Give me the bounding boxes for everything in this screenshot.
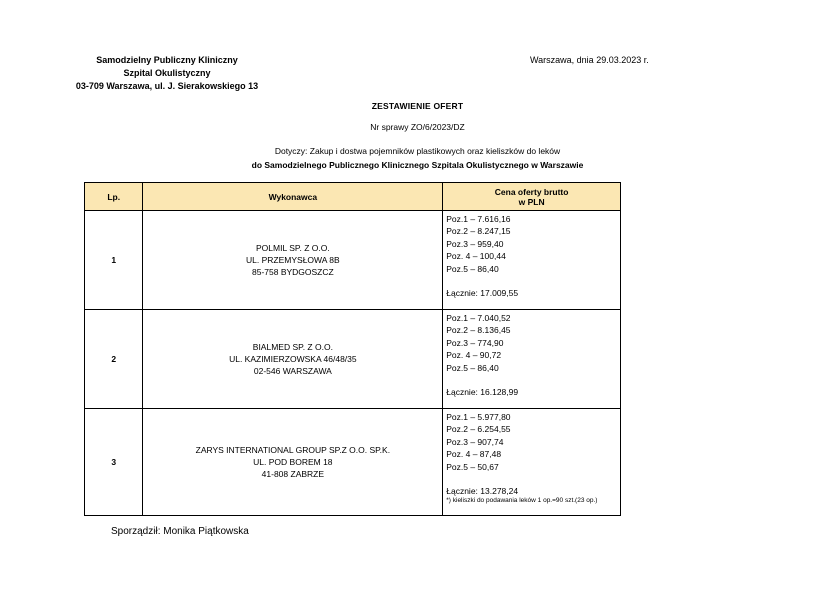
contractor-city: 02-546 WARSZAWA <box>253 366 332 376</box>
header-lp: Lp. <box>85 183 143 211</box>
contractor-street: UL. POD BOREM 18 <box>253 457 333 467</box>
position-price: Poz.1 – 7.040,52 <box>446 313 511 323</box>
org-address-line: 03-709 Warszawa, ul. J. Sierakowskiego 13 <box>75 81 259 91</box>
header-price <box>443 183 621 211</box>
table-row <box>85 409 621 516</box>
position-price: Poz.2 – 8.247,15 <box>446 226 511 237</box>
footnote: *) kieliszki do podawania leków 1 op.=90 szt.(23 op.) <box>446 497 598 505</box>
org-name-line: Samodzielny Publiczny Kliniczny <box>96 55 238 65</box>
subject-line-bold: do Samodzielnego Publicznego Klinicznego Szpitala Okulistycznego w Warszawie <box>251 160 584 170</box>
contractor-street: UL. KAZIMIERZOWSKA 46/48/35 <box>229 354 357 364</box>
position-price: Poz.3 – 907,74 <box>446 436 504 447</box>
offers-table <box>84 182 621 516</box>
contractor-cell <box>143 211 443 310</box>
contractor-city: 41-808 ZABRZE <box>261 469 325 479</box>
position-price: Poz. 4 – 100,44 <box>446 251 506 262</box>
case-number: Nr sprawy ZO/6/2023/DZ <box>370 122 465 132</box>
document-title: ZESTAWIENIE OFERT <box>371 101 464 111</box>
position-price: Poz.1 – 5.977,80 <box>446 412 511 422</box>
position-price: Poz.2 – 8.136,45 <box>446 325 511 336</box>
price-cell <box>443 409 621 516</box>
price-cell <box>443 211 621 310</box>
header-price-line: Cena oferty brutto <box>494 186 569 197</box>
position-price: Poz.1 – 7.616,16 <box>446 214 511 224</box>
contractor-name: POLMIL SP. Z O.O. <box>256 243 330 253</box>
price-cell <box>443 310 621 409</box>
total-price: Łącznie: 17.009,55 <box>446 288 519 299</box>
subject-line: Dotyczy: Zakup i dostwa pojemników plastikowych oraz kieliszków do leków <box>274 146 561 156</box>
subject-block <box>0 144 835 172</box>
total-price: Łącznie: 16.128,99 <box>446 387 519 398</box>
table-row <box>85 211 621 310</box>
total-price: Łącznie: 13.278,24 <box>446 486 519 497</box>
contractor-cell <box>143 409 443 516</box>
prepared-by: Sporządził: Monika Piątkowska <box>111 526 249 537</box>
position-price: Poz.5 – 86,40 <box>446 263 499 274</box>
position-price: Poz.5 – 50,67 <box>446 461 499 472</box>
contractor-cell <box>143 310 443 409</box>
position-price: Poz.3 – 959,40 <box>446 238 504 249</box>
place-and-date: Warszawa, dnia 29.03.2023 r. <box>530 55 649 65</box>
org-name-line: Szpital Okulistyczny <box>123 68 211 78</box>
position-price: Poz.3 – 774,90 <box>446 337 504 348</box>
contractor-city: 85-758 BYDGOSZCZ <box>251 267 334 277</box>
position-price: Poz.2 – 6.254,55 <box>446 424 511 435</box>
position-price: Poz. 4 – 90,72 <box>446 350 502 361</box>
contractor-name: BIALMED SP. Z O.O. <box>252 342 333 352</box>
contractor-name: ZARYS INTERNATIONAL GROUP SP.Z O.O. SP.K. <box>195 445 391 455</box>
organization-header <box>62 54 272 93</box>
position-price: Poz.5 – 86,40 <box>446 362 499 373</box>
table-row <box>85 310 621 409</box>
table-header-row <box>85 183 621 211</box>
contractor-street: UL. PRZEMYSŁOWA 8B <box>246 255 340 265</box>
row-number: 1 <box>85 211 143 310</box>
row-number: 2 <box>85 310 143 409</box>
position-price: Poz. 4 – 87,48 <box>446 449 502 460</box>
header-contractor: Wykonawca <box>143 183 443 211</box>
header-price-line: w PLN <box>518 196 545 207</box>
row-number: 3 <box>85 409 143 516</box>
